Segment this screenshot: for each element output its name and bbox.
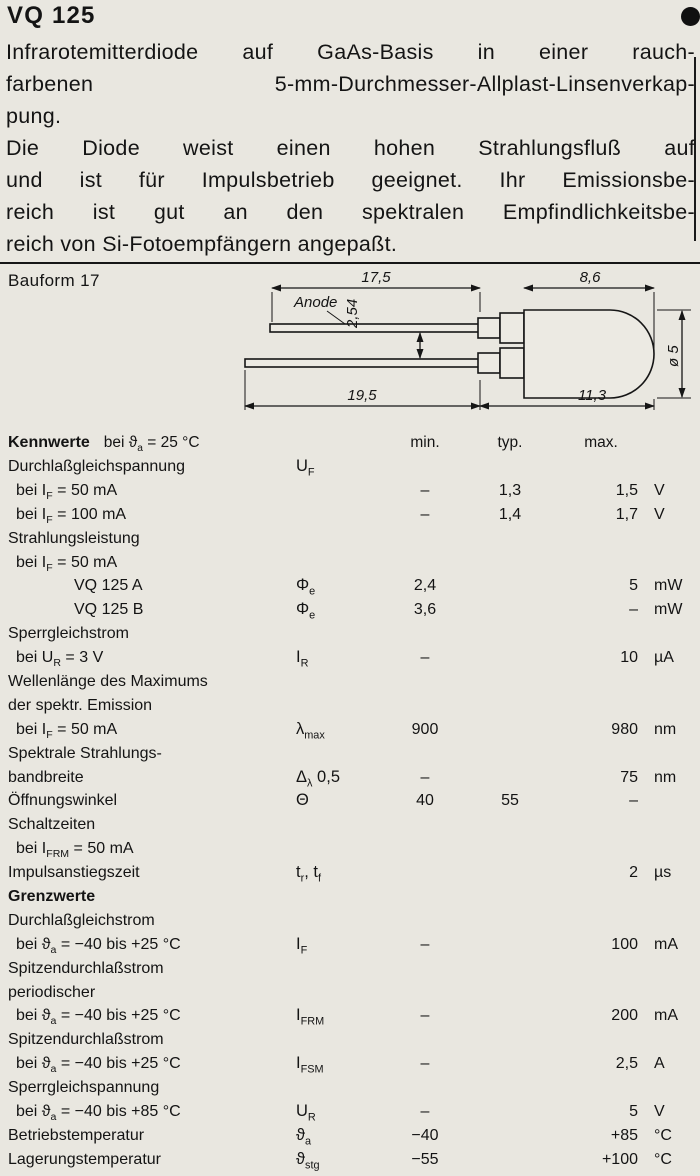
page-title: VQ 125 bbox=[7, 2, 96, 29]
spec-row bbox=[0, 1100, 700, 1124]
spec-cell-min bbox=[390, 837, 460, 861]
spec-cell-min bbox=[390, 551, 460, 575]
spec-cell-unit bbox=[642, 885, 698, 909]
anode-flange bbox=[500, 313, 524, 343]
intro-line: und ist für Impulsbetrieb geeignet. Ihr Emissionsbe- bbox=[6, 168, 695, 192]
spec-cell-max: – bbox=[629, 792, 638, 810]
horizontal-rule bbox=[0, 262, 700, 264]
spec-row bbox=[0, 861, 700, 885]
spec-row bbox=[0, 1028, 700, 1052]
spec-cell-min bbox=[390, 670, 460, 694]
spec-cell-typ bbox=[460, 551, 560, 575]
spec-cell-max bbox=[560, 694, 642, 718]
col-header-min: min. bbox=[410, 434, 440, 451]
spec-cell-label: bei $I_F = 50$ mA bbox=[16, 553, 118, 574]
spec-cell-unit bbox=[642, 622, 698, 646]
anode-tab bbox=[478, 318, 500, 338]
dim-body-label: 11,3 bbox=[577, 387, 607, 404]
spec-cell-max bbox=[560, 455, 642, 479]
spec-row bbox=[0, 957, 700, 981]
spec-cell-typ bbox=[460, 981, 560, 1005]
spec-cell-label: bei $I_F = 50$ mA bbox=[16, 720, 118, 741]
spec-cell-unit: V bbox=[654, 481, 665, 499]
spec-cell-min bbox=[390, 981, 460, 1005]
spec-cell-min bbox=[390, 1076, 460, 1100]
spec-cell-min bbox=[390, 455, 460, 479]
spec-cell-max bbox=[560, 813, 642, 837]
intro-paragraph-2 bbox=[6, 132, 695, 260]
spec-cell-label: bei $ϑ_a = -40$ bis +85 °C bbox=[16, 1103, 181, 1124]
kennwerte-condition: bei $ϑ_a = 25$ °C bbox=[103, 434, 200, 455]
intro-line: reich von Si-Fotoempfängern angepaßt. bbox=[6, 232, 398, 256]
spec-cell-typ bbox=[460, 718, 560, 742]
spec-cell-symbol bbox=[296, 527, 390, 551]
spec-row bbox=[0, 527, 700, 551]
spec-cell-symbol: $\lambda_{max}$ bbox=[296, 719, 325, 742]
spec-cell-symbol: $\Delta_\lambda$ 0,5 bbox=[296, 767, 340, 789]
spec-row bbox=[0, 766, 700, 790]
spec-cell-max bbox=[560, 981, 642, 1005]
spec-cell-max bbox=[560, 1076, 642, 1100]
spec-cell-unit bbox=[642, 837, 698, 861]
spec-cell-symbol bbox=[296, 1076, 390, 1100]
spec-cell-min: – bbox=[420, 1103, 430, 1121]
spec-cell-unit bbox=[642, 1076, 698, 1100]
led-outline-drawing bbox=[0, 266, 700, 434]
spec-cell-min: −55 bbox=[411, 1150, 439, 1168]
spec-cell-label: bei $I_F = 100$ mA bbox=[16, 505, 127, 526]
spec-cell-max: 75 bbox=[620, 768, 638, 786]
spec-cell-symbol bbox=[296, 909, 390, 933]
spec-row bbox=[0, 1124, 700, 1148]
spec-cell-min bbox=[390, 885, 460, 909]
spec-cell-max: 200 bbox=[611, 1007, 638, 1025]
spec-cell-symbol: $\Phi_e$ bbox=[296, 576, 316, 598]
spec-cell-unit: mW bbox=[654, 601, 683, 619]
spec-cell-max: +100 bbox=[601, 1150, 638, 1168]
spec-row bbox=[0, 1052, 700, 1076]
spec-row bbox=[0, 646, 700, 670]
spec-row bbox=[0, 670, 700, 694]
spec-cell-max bbox=[560, 885, 642, 909]
spec-cell-typ bbox=[460, 598, 560, 622]
spec-cell-typ: 1,4 bbox=[498, 505, 522, 523]
spec-cell-max: 2,5 bbox=[615, 1055, 638, 1073]
spec-cell-symbol: $t_r$, $t_f$ bbox=[296, 863, 322, 885]
spec-cell-label: Schaltzeiten bbox=[8, 816, 96, 834]
spec-cell-label: VQ 125 B bbox=[74, 601, 144, 619]
spec-cell-typ: 55 bbox=[501, 792, 519, 810]
spec-row bbox=[0, 598, 700, 622]
spec-cell-label: Sperrgleichspannung bbox=[8, 1079, 160, 1097]
spec-cell-label: VQ 125 A bbox=[74, 577, 143, 595]
spec-cell-min: – bbox=[420, 768, 430, 786]
col-header-max: max. bbox=[584, 434, 618, 451]
spec-cell-unit bbox=[642, 813, 698, 837]
spec-cell-typ: 1,3 bbox=[498, 481, 522, 499]
spec-cell-typ bbox=[460, 1100, 560, 1124]
spec-cell-unit: mW bbox=[654, 577, 683, 595]
spec-cell-max: 10 bbox=[620, 649, 638, 667]
dim-pitch-label: 2,54 bbox=[344, 298, 361, 328]
spec-cell-max bbox=[560, 551, 642, 575]
spec-cell-typ bbox=[460, 766, 560, 790]
spec-table bbox=[0, 431, 700, 1172]
spec-cell-label: bei $ϑ_a = -40$ bis +25 °C bbox=[16, 1007, 181, 1028]
spec-cell-min: −40 bbox=[411, 1126, 439, 1144]
spec-cell-symbol bbox=[296, 551, 390, 575]
spec-cell-symbol bbox=[296, 885, 390, 909]
spec-cell-typ bbox=[460, 455, 560, 479]
spec-cell-label: der spektr. Emission bbox=[8, 696, 153, 714]
spec-cell-unit: µs bbox=[654, 864, 672, 882]
spec-cell-max: 980 bbox=[611, 720, 638, 738]
spec-row bbox=[0, 933, 700, 957]
spec-cell-label: Wellenlänge des Maximums bbox=[8, 673, 208, 691]
spec-cell-label: Strahlungsleistung bbox=[8, 529, 140, 547]
spec-cell-min bbox=[390, 694, 460, 718]
spec-cell-typ bbox=[460, 694, 560, 718]
spec-cell-typ bbox=[460, 742, 560, 766]
spec-cell-unit bbox=[642, 789, 698, 813]
spec-cell-min: 900 bbox=[411, 720, 439, 738]
spec-cell-unit: nm bbox=[654, 720, 677, 738]
spec-cell-max: 1,5 bbox=[615, 481, 638, 499]
intro-line: Infrarotemitterdiode auf GaAs-Basis in einer rauch- bbox=[6, 40, 695, 64]
spec-cell-symbol bbox=[296, 837, 390, 861]
spec-cell-max: 5 bbox=[629, 577, 638, 595]
spec-cell-max bbox=[560, 957, 642, 981]
spec-cell-label: Öffnungswinkel bbox=[8, 792, 118, 810]
spec-cell-label: bei $I_F = 50$ mA bbox=[16, 481, 118, 503]
intro-line: Die Diode weist einen hohen Strahlungsfluß auf bbox=[6, 136, 695, 160]
bauform-label: Bauform 17 bbox=[8, 271, 100, 290]
spec-cell-min bbox=[390, 813, 460, 837]
spec-cell-symbol bbox=[296, 670, 390, 694]
dim-bottom-lead-label: 19,5 bbox=[347, 387, 377, 404]
spec-cell-symbol: $I_{FSM}$ bbox=[296, 1054, 324, 1076]
intro-line: farbenen 5-mm-Durchmesser-Allplast-Linsenverkap- bbox=[6, 72, 695, 96]
spec-cell-label: Betriebstemperatur bbox=[8, 1126, 145, 1144]
spec-cell-typ bbox=[460, 1124, 560, 1148]
spec-cell-min bbox=[390, 622, 460, 646]
spec-cell-label: Spitzendurchlaßstrom bbox=[8, 959, 164, 977]
spec-cell-symbol bbox=[296, 742, 390, 766]
spec-cell-max bbox=[560, 837, 642, 861]
spec-cell-min: 2,4 bbox=[413, 577, 437, 595]
spec-cell-max bbox=[560, 742, 642, 766]
spec-cell-min: 40 bbox=[416, 792, 434, 810]
spec-cell-unit bbox=[642, 670, 698, 694]
table-header-label bbox=[8, 431, 296, 455]
spec-cell-symbol bbox=[296, 503, 390, 527]
spec-row bbox=[0, 479, 700, 503]
spec-cell-min: – bbox=[420, 1007, 430, 1025]
spec-cell-unit bbox=[642, 981, 698, 1005]
spec-cell-typ bbox=[460, 909, 560, 933]
spec-cell-unit bbox=[642, 694, 698, 718]
spec-cell-symbol: $ϑ_a$ bbox=[296, 1125, 312, 1148]
spec-cell-unit: V bbox=[654, 1103, 665, 1121]
spec-row bbox=[0, 718, 700, 742]
spec-cell-unit bbox=[642, 527, 698, 551]
spec-row bbox=[0, 789, 700, 813]
spec-cell-label: Sperrgleichstrom bbox=[8, 625, 129, 643]
spec-cell-max: – bbox=[629, 601, 638, 619]
spec-row bbox=[0, 694, 700, 718]
led-body bbox=[524, 310, 654, 398]
spec-cell-symbol bbox=[296, 813, 390, 837]
spec-cell-label: periodischer bbox=[8, 983, 96, 1001]
spec-cell-typ bbox=[460, 837, 560, 861]
spec-row bbox=[0, 1148, 700, 1172]
spec-cell-max: 2 bbox=[629, 864, 638, 882]
corner-dot-mark bbox=[681, 7, 700, 26]
intro-line: reich ist gut an den spektralen Empfindlichkeitsbe- bbox=[6, 200, 695, 224]
spec-cell-label: Impulsanstiegszeit bbox=[8, 864, 140, 882]
spec-row bbox=[0, 551, 700, 575]
spec-cell-min: – bbox=[420, 649, 430, 667]
spec-cell-typ bbox=[460, 1148, 560, 1172]
spec-cell-typ bbox=[460, 933, 560, 957]
spec-cell-label: bei $I_{FRM} = 50$ mA bbox=[16, 840, 134, 861]
spec-cell-min: – bbox=[420, 481, 430, 499]
spec-cell-typ bbox=[460, 622, 560, 646]
cathode-tab bbox=[478, 353, 500, 373]
spec-cell-symbol: $I_R$ bbox=[296, 648, 309, 670]
spec-cell-typ bbox=[460, 1052, 560, 1076]
spec-cell-min: 3,6 bbox=[413, 601, 437, 619]
spec-cell-unit bbox=[642, 1028, 698, 1052]
spec-cell-typ bbox=[460, 957, 560, 981]
spec-cell-label: Durchlaßgleichstrom bbox=[8, 911, 155, 929]
spec-cell-typ bbox=[460, 861, 560, 885]
spec-row bbox=[0, 909, 700, 933]
spec-cell-label: Spitzendurchlaßstrom bbox=[8, 1031, 164, 1049]
spec-cell-unit: nm bbox=[654, 768, 677, 786]
spec-cell-symbol bbox=[296, 622, 390, 646]
spec-cell-max bbox=[560, 909, 642, 933]
table-header bbox=[0, 431, 700, 455]
spec-cell-label: bandbreite bbox=[8, 768, 84, 786]
spec-cell-max bbox=[560, 622, 642, 646]
cathode-flange bbox=[500, 348, 524, 378]
cathode-lead bbox=[245, 359, 482, 367]
spec-row bbox=[0, 622, 700, 646]
spec-row bbox=[0, 574, 700, 598]
spec-cell-unit: mA bbox=[654, 1007, 678, 1025]
spec-cell-unit: µA bbox=[654, 649, 674, 667]
spec-cell-typ bbox=[460, 1076, 560, 1100]
spec-cell-typ bbox=[460, 574, 560, 598]
spec-cell-max bbox=[560, 527, 642, 551]
spec-cell-min: – bbox=[420, 1055, 430, 1073]
intro-text bbox=[6, 36, 695, 260]
spec-cell-unit bbox=[642, 957, 698, 981]
spec-cell-label: bei $ϑ_a = -40$ bis +25 °C bbox=[16, 935, 181, 956]
spec-cell-typ bbox=[460, 813, 560, 837]
spec-cell-typ bbox=[460, 885, 560, 909]
spec-cell-symbol: $ϑ_{stg}$ bbox=[296, 1149, 320, 1172]
spec-cell-min bbox=[390, 1028, 460, 1052]
spec-cell-symbol: $\Phi_e$ bbox=[296, 600, 316, 622]
spec-cell-unit: A bbox=[654, 1055, 665, 1073]
spec-cell-min: – bbox=[420, 935, 430, 953]
spec-cell-label: Spektrale Strahlungs- bbox=[8, 744, 162, 762]
spec-row bbox=[0, 837, 700, 861]
spec-cell-min bbox=[390, 909, 460, 933]
spec-row bbox=[0, 1076, 700, 1100]
spec-cell-unit: °C bbox=[654, 1150, 672, 1168]
spec-cell-unit bbox=[642, 455, 698, 479]
spec-row bbox=[0, 503, 700, 527]
spec-cell-unit: V bbox=[654, 505, 665, 523]
spec-cell-symbol bbox=[296, 981, 390, 1005]
spec-cell-label: Grenzwerte bbox=[8, 888, 96, 906]
spec-cell-max bbox=[560, 670, 642, 694]
kennwerte-title: Kennwerte bbox=[8, 434, 90, 451]
spec-cell-max: 5 bbox=[629, 1103, 638, 1121]
spec-cell-min bbox=[390, 742, 460, 766]
spec-cell-max: +85 bbox=[610, 1126, 638, 1144]
spec-cell-typ bbox=[460, 646, 560, 670]
spec-cell-label: Lagerungstemperatur bbox=[8, 1150, 161, 1168]
spec-cell-symbol: Θ bbox=[296, 791, 309, 810]
spec-row bbox=[0, 455, 700, 479]
spec-table-body bbox=[0, 455, 700, 1172]
spec-cell-symbol: $U_R$ bbox=[296, 1102, 316, 1124]
spec-row bbox=[0, 981, 700, 1005]
spec-cell-unit bbox=[642, 909, 698, 933]
spec-cell-max bbox=[560, 1028, 642, 1052]
col-header-unit bbox=[642, 431, 698, 455]
intro-paragraph-1 bbox=[6, 36, 695, 132]
spec-cell-label: Durchlaßgleichspannung bbox=[8, 458, 185, 475]
table-header-symbol bbox=[296, 431, 390, 455]
spec-cell-symbol bbox=[296, 479, 390, 503]
anode-leader-line bbox=[327, 311, 345, 324]
intro-line: pung. bbox=[6, 104, 62, 128]
spec-cell-label: bei $ϑ_a = -40$ bis +25 °C bbox=[16, 1055, 181, 1076]
spec-cell-symbol bbox=[296, 694, 390, 718]
spec-cell-min bbox=[390, 527, 460, 551]
dim-dome-label: 8,6 bbox=[579, 269, 601, 286]
spec-cell-typ bbox=[460, 1028, 560, 1052]
spec-row bbox=[0, 1004, 700, 1028]
spec-cell-unit: °C bbox=[654, 1126, 672, 1144]
spec-cell-max: 1,7 bbox=[615, 505, 638, 523]
dim-diameter-label: ø 5 bbox=[665, 345, 682, 367]
anode-label: Anode bbox=[294, 294, 338, 311]
spec-cell-symbol bbox=[296, 1028, 390, 1052]
spec-row bbox=[0, 742, 700, 766]
spec-cell-min bbox=[390, 861, 460, 885]
spec-cell-symbol: $I_{FRM}$ bbox=[296, 1006, 325, 1028]
spec-cell-symbol: $U_F$ bbox=[296, 457, 315, 479]
spec-cell-unit: mA bbox=[654, 935, 678, 953]
spec-cell-symbol bbox=[296, 957, 390, 981]
dim-top-lead-label: 17,5 bbox=[361, 269, 391, 286]
spec-cell-typ bbox=[460, 1004, 560, 1028]
spec-cell-unit bbox=[642, 551, 698, 575]
spec-cell-symbol: $I_F$ bbox=[296, 934, 308, 957]
spec-cell-min bbox=[390, 957, 460, 981]
spec-cell-typ bbox=[460, 670, 560, 694]
col-header-typ: typ. bbox=[497, 434, 523, 451]
spec-row bbox=[0, 885, 700, 909]
spec-cell-max: 100 bbox=[611, 935, 638, 953]
spec-cell-unit bbox=[642, 742, 698, 766]
spec-cell-min: – bbox=[420, 505, 430, 523]
spec-cell-label: bei $U_R = 3$ V bbox=[16, 649, 104, 670]
spec-cell-typ bbox=[460, 527, 560, 551]
spec-row bbox=[0, 813, 700, 837]
anode-lead bbox=[270, 324, 482, 332]
